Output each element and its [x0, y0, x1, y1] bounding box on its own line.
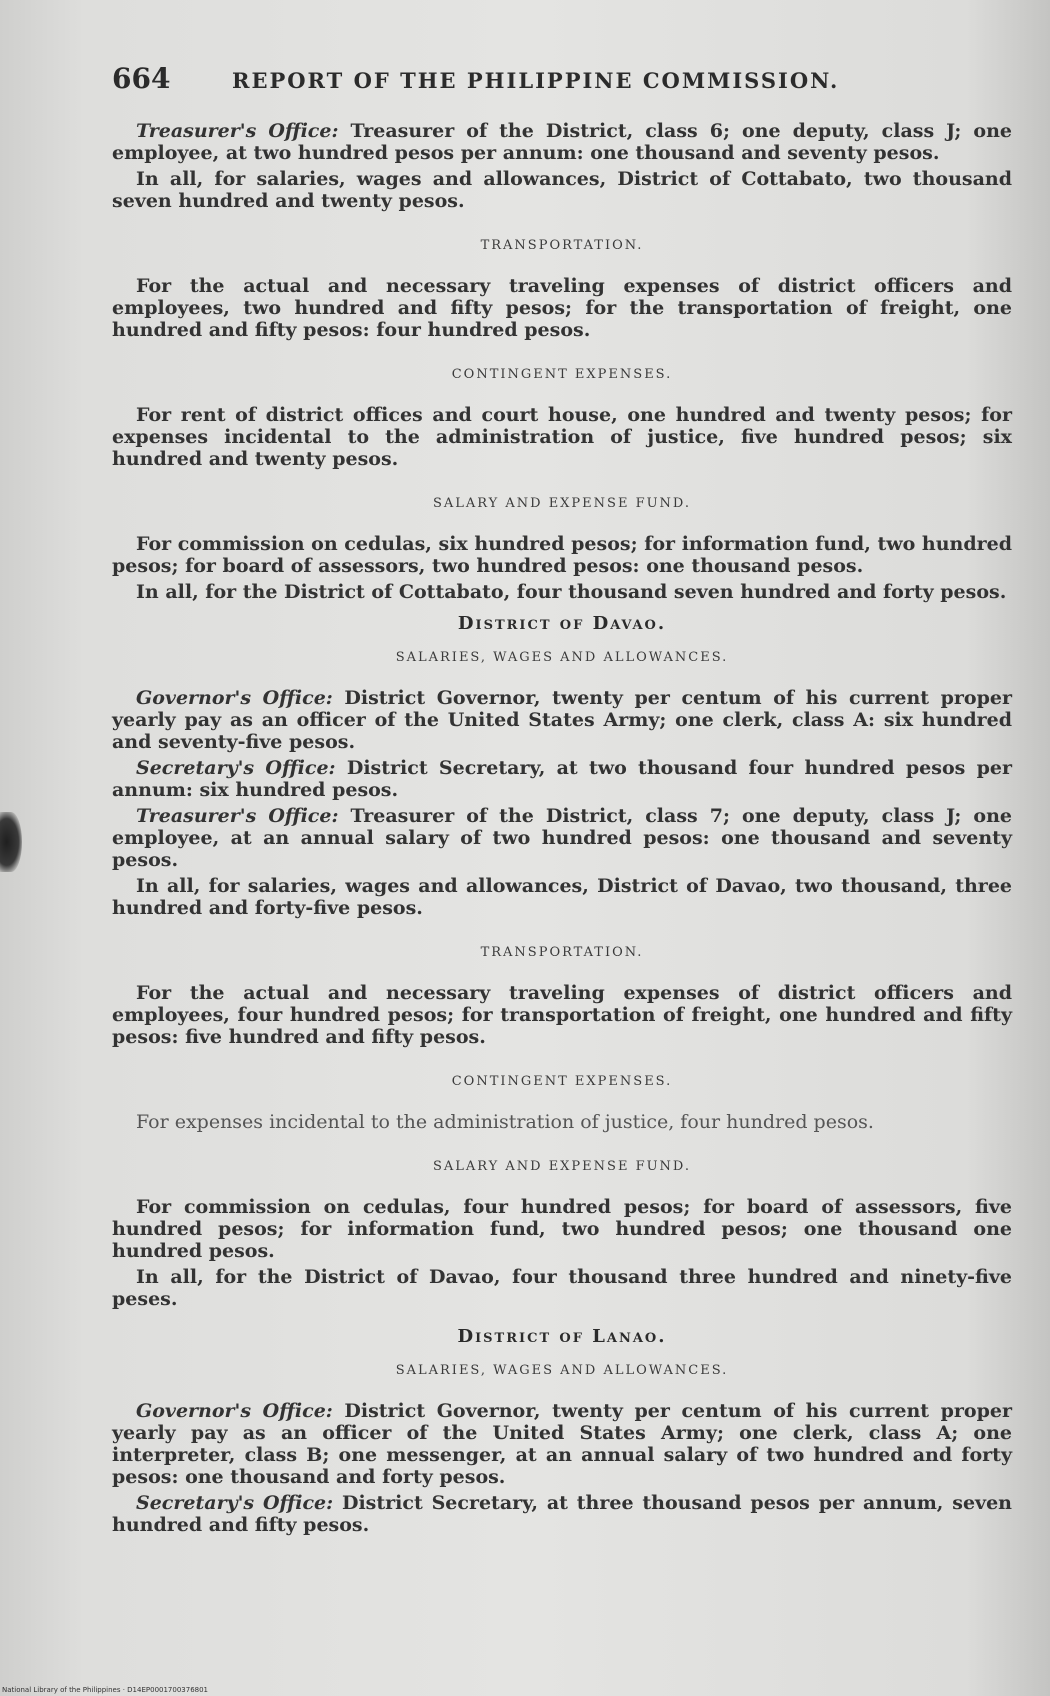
davao-contingent-text: For expenses incidental to the administration of justice, four hundred pesos.	[136, 1111, 874, 1133]
lanao-salaries-heading: SALARIES, WAGES AND ALLOWANCES.	[395, 1363, 729, 1378]
lanao-governor-label: Governor's Office:	[136, 1400, 333, 1422]
scan-credit: National Library of the Philippines · D14EP0001700376801	[2, 1686, 209, 1694]
cottabato-fund-heading: SALARY AND EXPENSE FUND.	[432, 496, 692, 511]
page-number: 664	[112, 62, 171, 95]
davao-district-total: In all, for the District of Davao, four thousand three hundred and ninety-five peses.	[112, 1266, 1012, 1310]
cottabato-contingent-text: For rent of district offices and court house, one hundred and twenty pesos; for expenses incidental to the administration of justice, five hundred pesos; six hundred and twenty pesos.	[112, 404, 1012, 470]
lanao-secretary-label: Secretary's Office:	[136, 1492, 334, 1514]
cottabato-transportation-heading: TRANSPORTATION.	[480, 238, 644, 253]
cottabato-fund-text: For commission on cedulas, six hundred pesos; for information fund, two hundred pesos; for board of assessors, two hundred pesos: one thousand pesos.	[112, 533, 1012, 577]
davao-secretary-paragraph	[112, 757, 1012, 801]
davao-transportation-text: For the actual and necessary traveling expenses of district officers and employees, four hundred pesos; for transportation of freight, one hundred and fifty pesos: five hundred and fifty pesos.	[112, 982, 1012, 1048]
davao-governor-label: Governor's Office:	[136, 687, 333, 709]
davao-secretary-text: District Secretary, at two thousand four hundred pesos per annum: six hundred pesos.	[112, 757, 1012, 801]
cottabato-contingent-heading: CONTINGENT EXPENSES.	[451, 367, 673, 382]
lanao-governor-paragraph	[112, 1400, 1012, 1488]
davao-secretary-label: Secretary's Office:	[136, 757, 336, 779]
davao-governor-text: District Governor, twenty per centum of his current proper yearly pay as an officer of the United States Army; one clerk, class A: six hundred and seventy-five pesos.	[112, 687, 1012, 753]
davao-contingent-heading: CONTINGENT EXPENSES.	[451, 1074, 673, 1089]
lanao-governor-text: District Governor, twenty per centum of his current proper yearly pay as an officer of the United States Army; one clerk, class A; one interpreter, class B; one messenger, at an annual salary of two hundred and forty pesos: one thousand and forty pesos.	[112, 1400, 1012, 1488]
cottabato-treasurer-paragraph	[112, 120, 1012, 164]
cottabato-treasurer-label: Treasurer's Office:	[136, 120, 339, 142]
davao-fund-text: For commission on cedulas, four hundred pesos; for board of assessors, five hundred pesos; for information fund, two hundred pesos; one thousand one hundred pesos.	[112, 1196, 1012, 1262]
cottabato-salaries-total: In all, for salaries, wages and allowances, District of Cottabato, two thousand seven hundred and twenty pesos.	[112, 168, 1012, 212]
cottabato-transportation-text: For the actual and necessary traveling expenses of district officers and employees, two hundred and fifty pesos; for the transportation of freight, one hundred and fifty pesos: four hundred pesos.	[112, 275, 1012, 341]
davao-salaries-total: In all, for salaries, wages and allowances, District of Davao, two thousand, three hundred and forty-five pesos.	[112, 875, 1012, 919]
cottabato-district-total: In all, for the District of Cottabato, four thousand seven hundred and forty pesos.	[136, 581, 1007, 603]
davao-governor-paragraph	[112, 687, 1012, 753]
page-header	[112, 62, 1012, 102]
lanao-secretary-paragraph	[112, 1492, 1012, 1536]
davao-fund-heading: SALARY AND EXPENSE FUND.	[432, 1159, 692, 1174]
page-edge-blot	[0, 812, 22, 872]
davao-treasurer-label: Treasurer's Office:	[136, 805, 339, 827]
lanao-district-heading: District of Lanao.	[457, 1326, 667, 1347]
davao-salaries-heading: SALARIES, WAGES AND ALLOWANCES.	[395, 650, 729, 665]
cottabato-treasurer-text: Treasurer of the District, class 6; one deputy, class J; one employee, at two hundred pesos per annum: one thousand and seventy pesos.	[112, 120, 1012, 164]
lanao-secretary-text: District Secretary, at three thousand pesos per annum, seven hundred and fifty pesos.	[112, 1492, 1012, 1536]
davao-transportation-heading: TRANSPORTATION.	[480, 945, 644, 960]
page-content	[112, 62, 1012, 1540]
davao-district-heading: District of Davao.	[457, 613, 667, 634]
running-title: REPORT OF THE PHILIPPINE COMMISSION.	[232, 68, 840, 93]
davao-treasurer-text: Treasurer of the District, class 7; one deputy, class J; one employee, at an annual salary of two hundred pesos: one thousand and seventy pesos.	[112, 805, 1012, 871]
davao-treasurer-paragraph	[112, 805, 1012, 871]
